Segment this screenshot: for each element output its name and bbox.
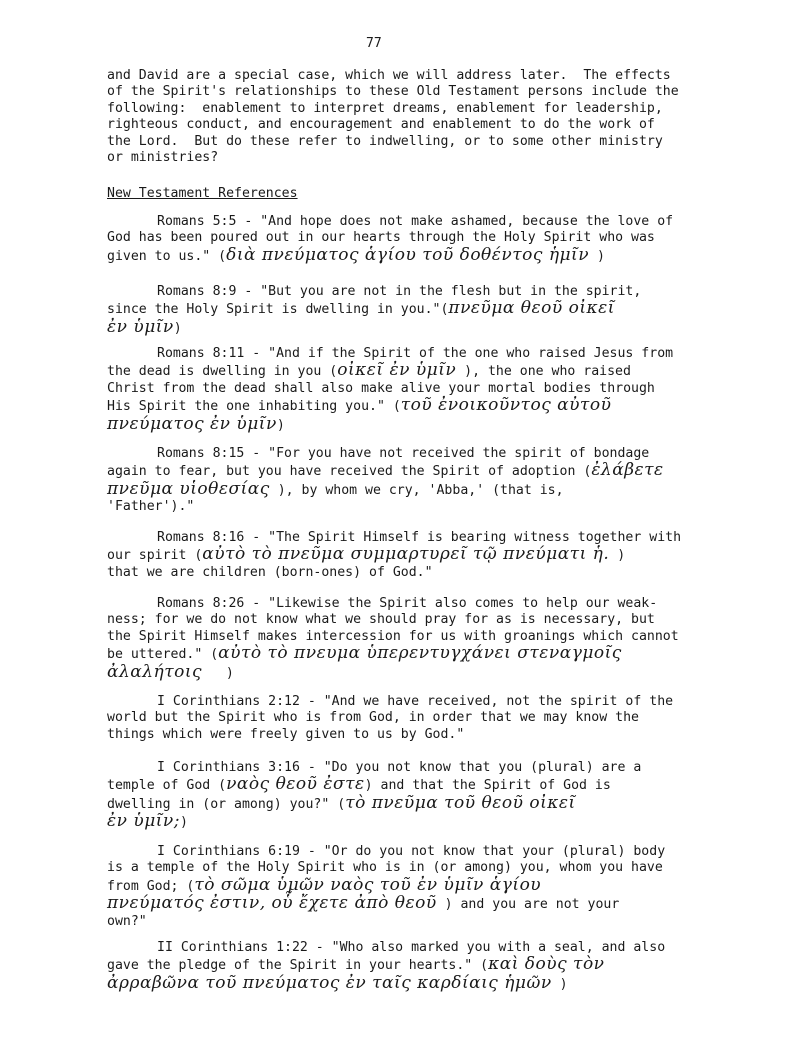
greek-text: πνεύματός ἐστιν, οὗ ἔχετε ἀπὸ θεοῦ: [107, 893, 437, 914]
text-line: the dead is dwelling in you (οἰκεῖ ἐν ὑμῖν ), the one who raised: [107, 360, 631, 381]
scripture-entry: [107, 940, 707, 993]
greek-text: αὐτὸ τὸ πνευμα ὑπερεντυγχάνει στεναγμοῖς: [218, 643, 622, 664]
text-line: ἐν ὑμῖν): [107, 316, 182, 337]
text-line: I Corinthians 2:12 - "And we have received, not the spirit of the: [157, 694, 674, 709]
text-line: Romans 8:9 - "But you are not in the flesh but in the spirit,: [157, 284, 642, 299]
text-line: Christ from the dead shall also make alive your mortal bodies through: [107, 380, 655, 396]
text-line: God has been poured out in our hearts through the Holy Spirit who was: [107, 230, 655, 246]
text-line: temple of God (ναὸς θεοῦ ἐστε) and that the Spirit of God is: [107, 774, 611, 795]
text-line: that we are children (born-ones) of God.": [107, 564, 433, 580]
text-line: the Spirit Himself makes intercession for us with groanings which cannot: [107, 628, 679, 644]
text-line: ἀρραβῶνα τοῦ πνεύματος ἐν ταῖς καρδίαις ἡμῶν ): [107, 972, 568, 993]
text-line: again to fear, but you have received the Spirit of adoption (ἐλάβετε: [107, 460, 664, 481]
text-line: πνεύματός ἐστιν, οὗ ἔχετε ἀπὸ θεοῦ ) and you are not your: [107, 893, 620, 914]
text-line: given to us." (διὰ πνεύματος ἁγίου τοῦ δοθέντος ἡμῖν ): [107, 244, 605, 265]
scripture-entry: [107, 214, 707, 265]
intro-paragraph: [107, 68, 707, 166]
greek-text: οἰκεῖ ἐν ὑμῖν: [337, 360, 457, 381]
text-line: ἀλαλήτοις ): [107, 661, 234, 682]
text-line: from God; (τὸ σῶμα ὑμῶν ναὸς τοῦ ἐν ὑμῖν ἁγίου: [107, 874, 542, 895]
text-line: Romans 8:15 - "For you have not received the spirit of bondage: [157, 446, 650, 461]
greek-text: καὶ δοὺς τὸν: [488, 954, 605, 975]
text-line: ness; for we do not know what we should pray for as is necessary, but: [107, 612, 655, 628]
page-number: 77: [366, 36, 382, 51]
text-line: righteous conduct, and encouragement and enablement to do the work of: [107, 117, 655, 133]
text-line: and David are a special case, which we will address later. The effects: [107, 68, 671, 83]
greek-text: πνεῦμα υἱοθεσίας: [107, 478, 270, 499]
text-line: πνεῦμα υἱοθεσίας ), by whom we cry, 'Abba,' (that is,: [107, 478, 564, 499]
text-line: the Lord. But do these refer to indwelling, or to some other ministry: [107, 133, 663, 149]
greek-text: τὸ σῶμα ὑμῶν ναὸς τοῦ ἐν ὑμῖν ἁγίου: [194, 874, 542, 895]
greek-text: ἀρραβῶνα τοῦ πνεύματος ἐν ταῖς καρδίαις ἡμῶν: [107, 972, 552, 993]
greek-text: ναὸς θεοῦ ἐστε: [226, 774, 365, 795]
text-line: Romans 5:5 - "And hope does not make ashamed, because the love of: [157, 214, 674, 229]
text-line: Romans 8:16 - "The Spirit Himself is bearing witness together with: [157, 530, 682, 545]
scripture-entry: [107, 844, 707, 930]
text-line: world but the Spirit who is from God, in order that we may know the: [107, 710, 639, 726]
text-line: 'Father').": [107, 499, 195, 515]
text-line: I Corinthians 6:19 - "Or do you not know that your (plural) body: [157, 844, 666, 859]
text-line: since the Holy Spirit is dwelling in you."(πνεῦμα θεοῦ οἰκεῖ: [107, 298, 615, 319]
text-line: be uttered." (αὐτὸ τὸ πνευμα ὑπερεντυγχάνει στεναγμοῖς: [107, 643, 622, 664]
greek-text: ἐλάβετε: [591, 460, 664, 481]
greek-text: ἐν ὑμῖν: [107, 316, 174, 337]
text-line: of the Spirit's relationships to these Old Testament persons include the: [107, 84, 679, 100]
text-line: II Corinthians 1:22 - "Who also marked you with a seal, and also: [157, 940, 666, 955]
scripture-entry: [107, 446, 707, 516]
greek-text: ἀλαλήτοις: [107, 661, 203, 682]
greek-text: ἐν ὑμῖν;: [107, 811, 180, 832]
text-line: our spirit (αὐτὸ τὸ πνεῦμα συμμαρτυρεῖ τῷ πνεύματι ἡ. ): [107, 544, 626, 565]
text-line: following: enablement to interpret dreams, enablement for leadership,: [107, 100, 663, 116]
greek-text: αὐτὸ τὸ πνεῦμα συμμαρτυρεῖ τῷ πνεύματι ἡ.: [202, 544, 610, 565]
text-line: or ministries?: [107, 150, 219, 166]
text-line: Romans 8:26 - "Likewise the Spirit also comes to help our weak-: [157, 596, 658, 611]
greek-text: πνεῦμα θεοῦ οἰκεῖ: [448, 298, 615, 319]
scripture-entry: [107, 346, 707, 434]
greek-text: τοῦ ἐνοικοῦντος αὐτοῦ: [400, 395, 612, 416]
scripture-entry: [107, 694, 707, 743]
text-line: gave the pledge of the Spirit in your hearts." (καὶ δοὺς τὸν: [107, 954, 605, 975]
text-line: I Corinthians 3:16 - "Do you not know that you (plural) are a: [157, 760, 642, 775]
text-line: Romans 8:11 - "And if the Spirit of the one who raised Jesus from: [157, 346, 674, 361]
text-line: dwelling in (or among) you?" (τὸ πνεῦμα τοῦ θεοῦ οἰκεῖ: [107, 792, 576, 813]
scripture-entry: [107, 284, 707, 337]
text-line: πνεύματος ἐν ὑμῖν): [107, 413, 285, 434]
scripture-entry: [107, 530, 707, 581]
section-heading: New Testament References: [107, 186, 298, 201]
text-line: is a temple of the Holy Spirit who is in (or among) you, whom you have: [107, 860, 663, 876]
text-line: things which were freely given to us by God.": [107, 726, 465, 742]
text-line: ἐν ὑμῖν;): [107, 811, 188, 832]
greek-text: τὸ πνεῦμα τοῦ θεοῦ οἰκεῖ: [345, 792, 576, 813]
greek-text: πνεύματος ἐν ὑμῖν: [107, 413, 277, 434]
greek-text: διὰ πνεύματος ἁγίου τοῦ δοθέντος ἡμῖν: [226, 244, 590, 265]
scripture-entry: [107, 760, 707, 832]
text-line: His Spirit the one inhabiting you." (τοῦ ἐνοικοῦντος αὐτοῦ: [107, 395, 612, 416]
scripture-entry: [107, 596, 707, 682]
text-line: own?": [107, 913, 147, 929]
